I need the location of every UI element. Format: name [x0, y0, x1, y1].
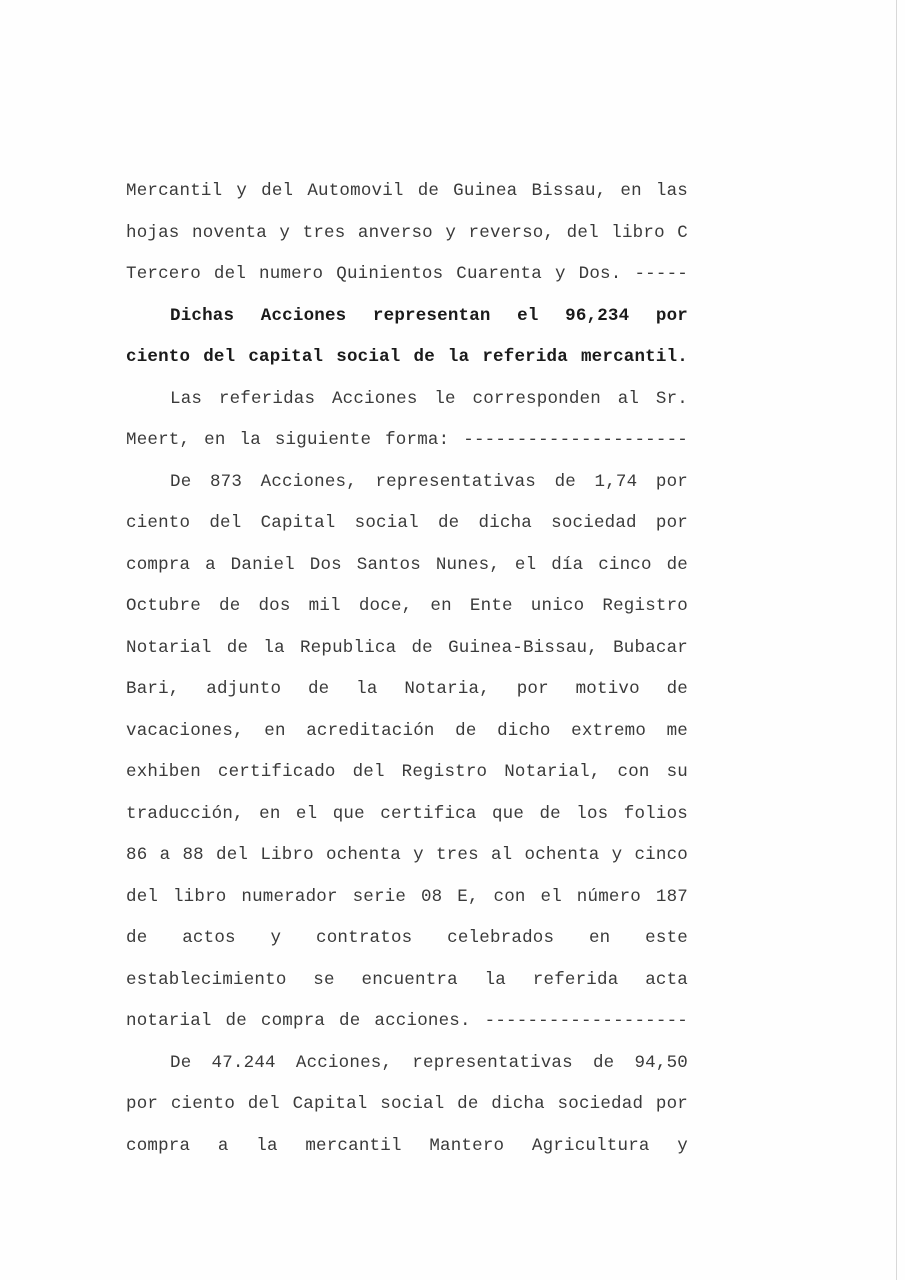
text-line: [126, 216, 688, 258]
line-text: Mercantil y del Automovil de Guinea Bissau, en las: [126, 181, 688, 201]
paragraph-registry: [126, 174, 688, 299]
line-text: Dichas Acciones representan el 96,234 por: [170, 305, 688, 326]
text-line: [126, 755, 688, 797]
text-line: [126, 465, 688, 507]
text-line: [126, 631, 688, 673]
text-line: [126, 672, 688, 714]
paragraph-47244-shares: [126, 1046, 688, 1171]
line-text: compra a la mercantil Mantero Agricultura y: [126, 1135, 688, 1156]
line-text: Notarial de la Republica de Guinea-Bissau, Bubacar: [126, 637, 688, 658]
text-line: [126, 921, 688, 963]
text-line: [126, 257, 688, 299]
text-line: [126, 589, 688, 631]
text-line: [126, 506, 688, 548]
text-line: [126, 299, 688, 341]
text-line: [126, 423, 688, 465]
text-line: [126, 1046, 688, 1088]
line-text: del libro numerador serie 08 E, con el número 187: [126, 886, 688, 907]
text-line: [126, 1087, 688, 1129]
line-text: Tercero del numero Quinientos Cuarenta y Dos. -----: [126, 264, 688, 284]
line-text: vacaciones, en acreditación de dicho extremo me: [126, 720, 688, 741]
text-line: [126, 1004, 688, 1046]
line-text: exhiben certificado del Registro Notarial, con su: [126, 762, 688, 782]
text-line: [126, 174, 688, 216]
document-body: [126, 174, 688, 1170]
page-edge: [896, 0, 897, 1280]
line-text: hojas noventa y tres anverso y reverso, del libro C: [126, 222, 688, 243]
text-line: [126, 797, 688, 839]
line-text: notarial de compra de acciones. -------------------: [126, 1011, 688, 1031]
line-text: Octubre de dos mil doce, en Ente unico Registro: [126, 596, 688, 616]
text-line: [126, 1129, 688, 1171]
text-line: [126, 382, 688, 424]
line-text: compra a Daniel Dos Santos Nunes, el día cinco de: [126, 554, 688, 575]
text-line: [126, 714, 688, 756]
text-line: [126, 838, 688, 880]
paragraph-owner: [126, 382, 688, 465]
line-text: por ciento del Capital social de dicha sociedad por: [126, 1094, 688, 1114]
line-text: De 873 Acciones, representativas de 1,74 por: [170, 471, 688, 492]
line-text: establecimiento se encuentra la referida acta: [126, 969, 688, 990]
line-text: traducción, en el que certifica que de los folios: [126, 803, 688, 824]
line-text: ciento del Capital social de dicha sociedad por: [126, 513, 688, 533]
text-line: [126, 880, 688, 922]
text-line: [126, 340, 688, 382]
text-line: [126, 963, 688, 1005]
paragraph-873-shares: [126, 465, 688, 1046]
line-text: 86 a 88 del Libro ochenta y tres al ochenta y cinco: [126, 845, 688, 865]
text-line: [126, 548, 688, 590]
paragraph-shares-percentage: [126, 299, 688, 382]
line-text: De 47.244 Acciones, representativas de 94,50: [170, 1052, 688, 1073]
line-text: de actos y contratos celebrados en este: [126, 928, 688, 948]
line-text: Meert, en la siguiente forma: ---------------------: [126, 430, 688, 450]
line-text: Las referidas Acciones le corresponden al Sr.: [170, 388, 688, 409]
line-text: Bari, adjunto de la Notaria, por motivo de: [126, 679, 688, 699]
line-text: ciento del capital social de la referida mercantil.: [126, 347, 688, 367]
